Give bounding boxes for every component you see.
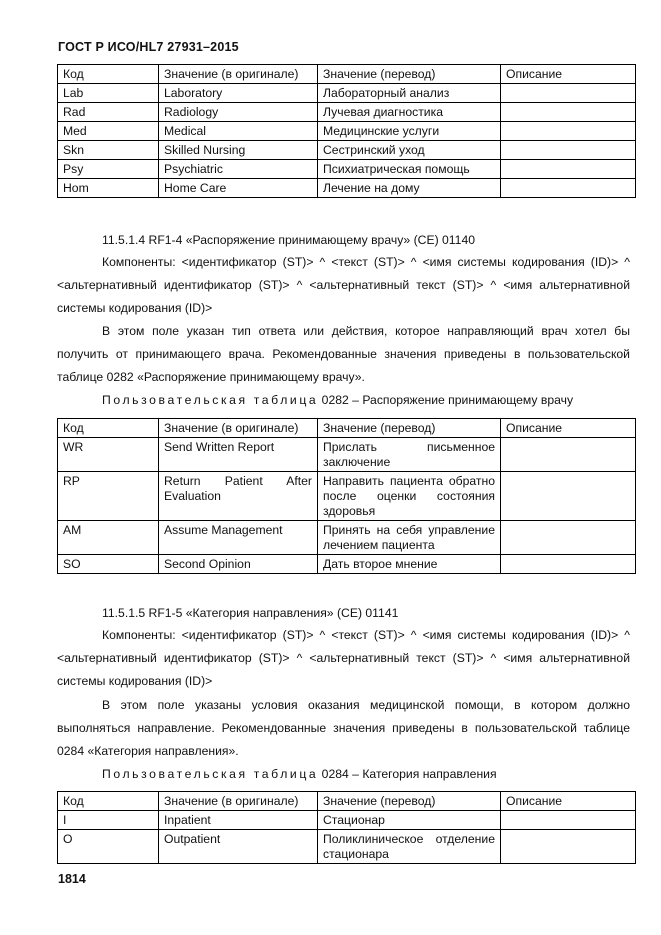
- table-cell: Направить пациента обратно после оценки состояния здоровья: [318, 472, 501, 521]
- description-paragraph: В этом поле указан тип ответа или действия, которое направляющий врач хотел бы получить от принимающего врача. Рекомендованные значения приведены в пользовательской таблице 0282 «Распоряжение принимающему врачу».: [57, 324, 630, 384]
- table-cell: I: [58, 811, 159, 830]
- table-cell: Поликлиническое отделение стационара: [318, 830, 501, 864]
- table-row: [58, 521, 636, 555]
- description-paragraph: В этом поле указаны условия оказания медицинской помощи, в котором должно выполняться направление. Рекомендованные значения приведены в пользовательской таблице 0284 «Категория направления».: [57, 698, 630, 758]
- table-cell: Assume Management: [159, 521, 318, 555]
- column-header: Описание: [501, 792, 636, 811]
- column-header: Код: [58, 65, 159, 84]
- table-row: [58, 555, 636, 574]
- components-paragraph: Компоненты: <идентификатор (ST)> ^ <текст (ST)> ^ <имя системы кодирования (ID)> ^ <альтернативный идентификатор (ST)> ^ <альтернативный текст (ST)> ^ <имя альтернативной системы кодирования (ID)>: [57, 255, 630, 315]
- table-cell: Прислать письменное заключение: [318, 438, 501, 472]
- column-header: Описание: [501, 65, 636, 84]
- table-row: [58, 811, 636, 830]
- table-row: [58, 438, 636, 472]
- table-cell: Skn: [58, 141, 159, 160]
- table-row: [58, 122, 636, 141]
- table-0282: [57, 418, 636, 574]
- table-cell: [501, 472, 636, 521]
- table-cell: Дать второе мнение: [318, 555, 501, 574]
- table-row: [58, 179, 636, 198]
- table-row: [58, 160, 636, 179]
- table-cell: Лабораторный анализ: [318, 84, 501, 103]
- table-header-row: [58, 419, 636, 438]
- table-cell: WR: [58, 438, 159, 472]
- table-row: [58, 84, 636, 103]
- table-cell: [501, 160, 636, 179]
- table-cell: Laboratory: [159, 84, 318, 103]
- column-header: Значение (перевод): [318, 792, 501, 811]
- caption-title: 0284 – Категория направления: [321, 767, 497, 781]
- table-cell: Лечение на дому: [318, 179, 501, 198]
- page-number: 1814: [58, 872, 86, 886]
- table-cell: Психиатрическая помощь: [318, 160, 501, 179]
- table-row: [58, 830, 636, 864]
- caption-label: Пользовательская таблица: [102, 767, 319, 781]
- column-header: Код: [58, 419, 159, 438]
- table-cell: [501, 811, 636, 830]
- table-cell: Rad: [58, 103, 159, 122]
- table-cell: [501, 438, 636, 472]
- table-cell: Стационар: [318, 811, 501, 830]
- caption-title: 0282 – Распоряжение принимающему врачу: [321, 393, 574, 407]
- table-cell: [501, 122, 636, 141]
- table-row: [58, 472, 636, 521]
- table-cell: [501, 179, 636, 198]
- column-header: Код: [58, 792, 159, 811]
- table-cell: [501, 521, 636, 555]
- column-header: Значение (перевод): [318, 65, 501, 84]
- caption-label: Пользовательская таблица: [102, 393, 319, 407]
- table-caption-0284: [102, 767, 497, 781]
- table-cell: Radiology: [159, 103, 318, 122]
- table-cell: RP: [58, 472, 159, 521]
- table-cell: Home Care: [159, 179, 318, 198]
- table-cell: Сестринский уход: [318, 141, 501, 160]
- table-row: [58, 141, 636, 160]
- components-paragraph: Компоненты: <идентификатор (ST)> ^ <текст (ST)> ^ <имя системы кодирования (ID)> ^ <альтернативный идентификатор (ST)> ^ <альтернативный текст (ST)> ^ <имя альтернативной системы кодирования (ID)>: [57, 628, 630, 688]
- table-header-row: [58, 65, 636, 84]
- table-cell: Inpatient: [159, 811, 318, 830]
- table-cell: [501, 830, 636, 864]
- table-cell: AM: [58, 521, 159, 555]
- table-cell: [501, 84, 636, 103]
- table-cell: Outpatient: [159, 830, 318, 864]
- table-cell: Лучевая диагностика: [318, 103, 501, 122]
- table-cell: Second Opinion: [159, 555, 318, 574]
- column-header: Описание: [501, 419, 636, 438]
- table-header-row: [58, 792, 636, 811]
- table-cell: Принять на себя управление лечением пациента: [318, 521, 501, 555]
- table-cell: [501, 141, 636, 160]
- table-cell: Return Patient After Evaluation: [159, 472, 318, 521]
- column-header: Значение (в оригинале): [159, 419, 318, 438]
- table-cell: Hom: [58, 179, 159, 198]
- table-cell: Med: [58, 122, 159, 141]
- table-care-type: [57, 64, 636, 198]
- table-row: [58, 103, 636, 122]
- column-header: Значение (перевод): [318, 419, 501, 438]
- table-cell: Skilled Nursing: [159, 141, 318, 160]
- table-caption-0282: [102, 393, 573, 407]
- table-cell: Medical: [159, 122, 318, 141]
- table-cell: O: [58, 830, 159, 864]
- table-cell: Send Written Report: [159, 438, 318, 472]
- table-cell: [501, 103, 636, 122]
- section-heading-rf1-5: 11.5.1.5 RF1-5 «Категория направления» (CE) 01141: [102, 606, 399, 620]
- table-cell: Psy: [58, 160, 159, 179]
- column-header: Значение (в оригинале): [159, 65, 318, 84]
- table-cell: Psychiatric: [159, 160, 318, 179]
- document-header: ГОСТ Р ИСО/HL7 27931–2015: [58, 40, 239, 54]
- table-0284: [57, 791, 636, 864]
- table-cell: Медицинские услуги: [318, 122, 501, 141]
- table-cell: Lab: [58, 84, 159, 103]
- table-cell: SO: [58, 555, 159, 574]
- column-header: Значение (в оригинале): [159, 792, 318, 811]
- table-cell: [501, 555, 636, 574]
- section-heading-rf1-4: 11.5.1.4 RF1-4 «Распоряжение принимающему врачу» (CE) 01140: [102, 233, 476, 247]
